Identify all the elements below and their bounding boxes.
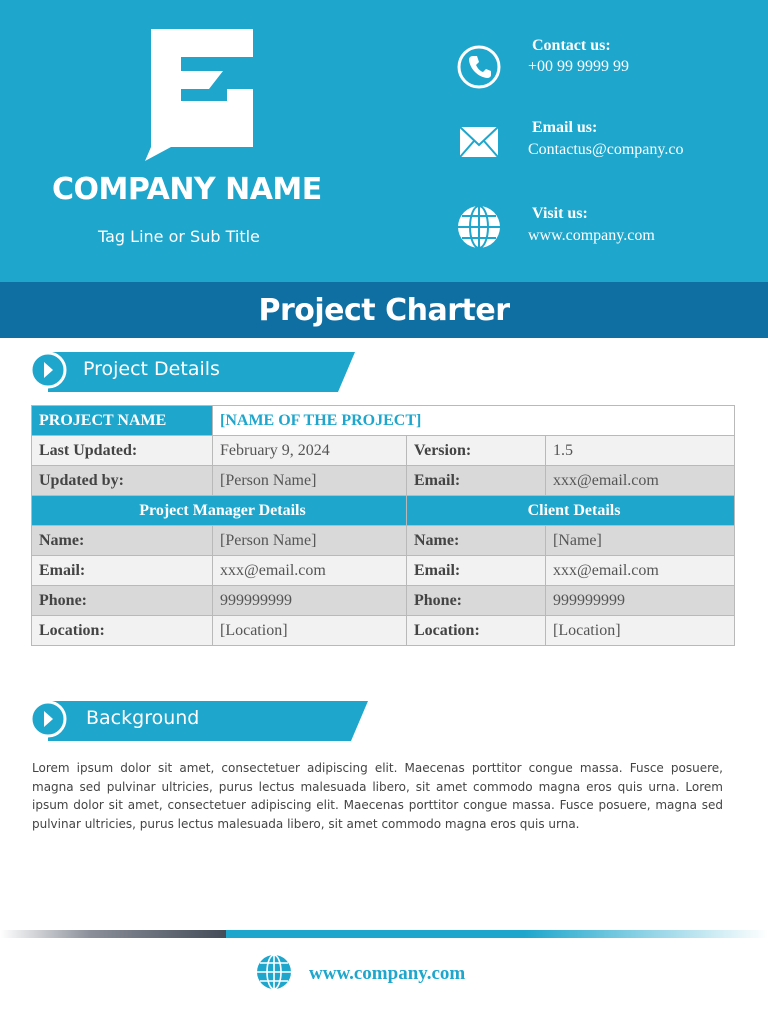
- pm-location-value: [Location]: [213, 616, 407, 646]
- pm-name-value: [Person Name]: [213, 526, 407, 556]
- envelope-icon: [456, 120, 502, 166]
- project-name-label: PROJECT NAME: [32, 406, 213, 436]
- section-title: Project Details: [83, 358, 220, 380]
- phone-icon: [456, 44, 502, 90]
- pm-details-header: Project Manager Details: [32, 496, 407, 526]
- client-name-value: [Name]: [546, 526, 735, 556]
- updated-by-value: [Person Name]: [213, 466, 407, 496]
- company-logo: [143, 27, 255, 167]
- contact-phone[interactable]: +00 99 9999 99: [528, 58, 630, 75]
- client-name-label: Name:: [407, 526, 546, 556]
- title-band: [0, 282, 768, 338]
- pm-email-label: Email:: [32, 556, 213, 586]
- footer-website-link[interactable]: www.company.com: [309, 963, 466, 984]
- client-location-value: [Location]: [546, 616, 735, 646]
- client-phone-label: Phone:: [407, 586, 546, 616]
- globe-icon: [456, 204, 502, 250]
- version-value: 1.5: [546, 436, 735, 466]
- email-value: xxx@email.com: [546, 466, 735, 496]
- client-email-label: Email:: [407, 556, 546, 586]
- table-row: [32, 586, 735, 616]
- table-row: [32, 616, 735, 646]
- client-location-label: Location:: [407, 616, 546, 646]
- header-banner: [0, 0, 768, 282]
- pm-phone-value: 999999999: [213, 586, 407, 616]
- table-row: [32, 436, 735, 466]
- pm-location-label: Location:: [32, 616, 213, 646]
- footer-divider: [0, 930, 768, 938]
- client-email-value: xxx@email.com: [546, 556, 735, 586]
- project-name-value: [NAME OF THE PROJECT]: [213, 406, 735, 436]
- section-title: Background: [86, 707, 200, 729]
- company-name: COMPANY NAME: [52, 172, 322, 207]
- globe-icon: [256, 954, 292, 990]
- client-phone-value: 999999999: [546, 586, 735, 616]
- section-header-project-details: [30, 350, 360, 394]
- table-row: [32, 466, 735, 496]
- pm-email-value: xxx@email.com: [213, 556, 407, 586]
- updated-by-label: Updated by:: [32, 466, 213, 496]
- table-row: [32, 406, 735, 436]
- last-updated-label: Last Updated:: [32, 436, 213, 466]
- contact-label: Contact us:: [532, 37, 611, 54]
- last-updated-value: February 9, 2024: [213, 436, 407, 466]
- client-details-header: Client Details: [407, 496, 735, 526]
- company-tagline: Tag Line or Sub Title: [98, 227, 260, 246]
- email-label: Email us:: [532, 119, 598, 136]
- pm-phone-label: Phone:: [32, 586, 213, 616]
- version-label: Version:: [407, 436, 546, 466]
- email-label: Email:: [407, 466, 546, 496]
- section-banner: [30, 699, 370, 743]
- table-row: [32, 526, 735, 556]
- website-label: Visit us:: [532, 205, 588, 222]
- contact-email[interactable]: Contactus@company.co: [528, 141, 684, 158]
- section-header-background: [30, 699, 370, 743]
- pm-name-label: Name:: [32, 526, 213, 556]
- project-details-table: [31, 405, 735, 646]
- document-title: Project Charter: [258, 293, 510, 328]
- contact-website[interactable]: www.company.com: [528, 227, 655, 244]
- table-row: [32, 556, 735, 586]
- background-paragraph: Lorem ipsum dolor sit amet, consectetuer adipiscing elit. Maecenas porttitor congue massa. Fusce posuere, magna sed pulvinar ultricies, purus lectus malesuada libero, sit amet commodo magna eros quis urna. Lorem ipsum dolor sit amet, consectetuer adipiscing elit. Maecenas porttitor congue massa. Fusce posuere, magna sed pulvinar ultricies, purus lectus malesuada libero, sit amet commodo magna eros quis urna.: [32, 761, 723, 831]
- table-row: [32, 496, 735, 526]
